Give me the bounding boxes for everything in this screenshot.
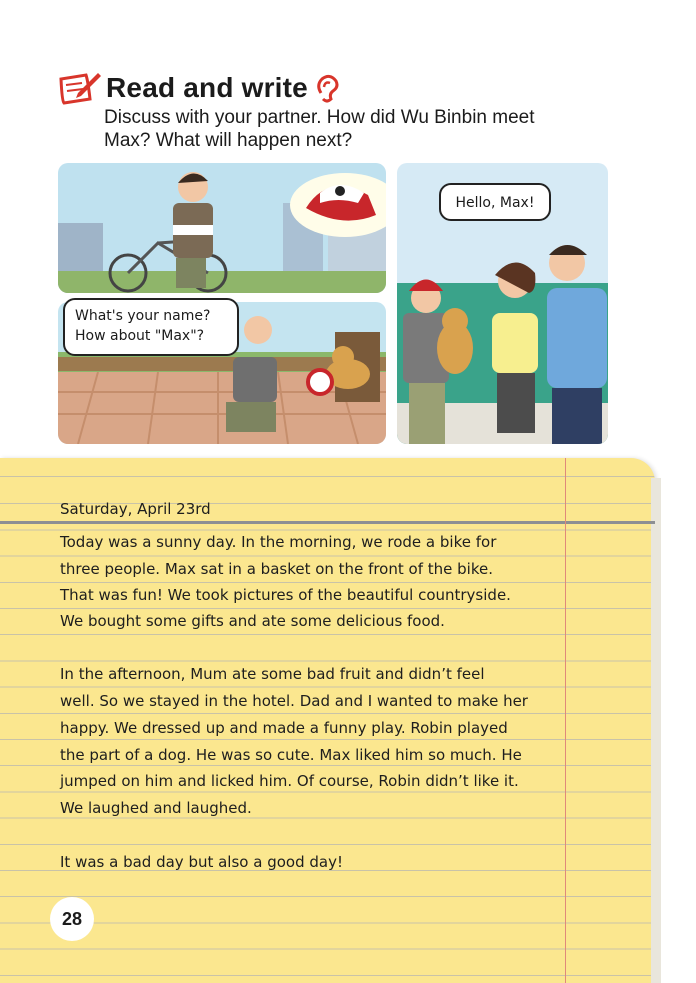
page-number: 28 — [50, 897, 94, 941]
discussion-prompt — [104, 106, 614, 152]
diary-line: We laughed and laughed. — [60, 799, 252, 817]
notebook-header-rule — [0, 521, 655, 524]
diary-line: That was fun! We took pictures of the beautiful countryside. — [60, 586, 511, 604]
speech-bubble-name — [63, 298, 239, 356]
bubble-line: How about "Max"? — [75, 328, 205, 344]
listen-ear-icon — [312, 73, 342, 103]
speech-bubble-hello — [439, 183, 551, 221]
diary-line: well. So we stayed in the hotel. Dad and I wanted to make her — [60, 692, 528, 710]
bubble-line: Hello, Max! — [455, 195, 535, 211]
section-header — [58, 68, 678, 108]
diary-line: We bought some gifts and ate some delicious food. — [60, 612, 445, 630]
section-title: Read and write — [106, 72, 308, 103]
diary-closing: It was a bad day but also a good day! — [60, 853, 343, 871]
bubble-line: What's your name? — [75, 308, 211, 324]
diary-line: happy. We dressed up and made a funny play. Robin played — [60, 719, 508, 737]
bike-scene-illustration — [58, 163, 386, 293]
prompt-line: Max? What will happen next? — [104, 130, 353, 151]
diary-line: jumped on him and licked him. Of course, Robin didn’t like it. — [60, 772, 519, 790]
diary-line: In the afternoon, Mum ate some bad fruit and didn’t feel — [60, 665, 485, 683]
notebook-margin-line — [565, 458, 566, 983]
pencil-notebook-icon — [58, 69, 102, 107]
diary-line: the part of a dog. He was so cute. Max liked him so much. He — [60, 746, 522, 764]
diary-line: three people. Max sat in a basket on the front of the bike. — [60, 560, 493, 578]
diary-line: Today was a sunny day. In the morning, we rode a bike for — [60, 533, 497, 551]
notebook-edge — [651, 478, 661, 983]
prompt-line: Discuss with your partner. How did Wu Binbin meet — [104, 107, 535, 128]
diary-date: Saturday, April 23rd — [60, 500, 211, 518]
comic-panel-bike — [58, 163, 386, 293]
